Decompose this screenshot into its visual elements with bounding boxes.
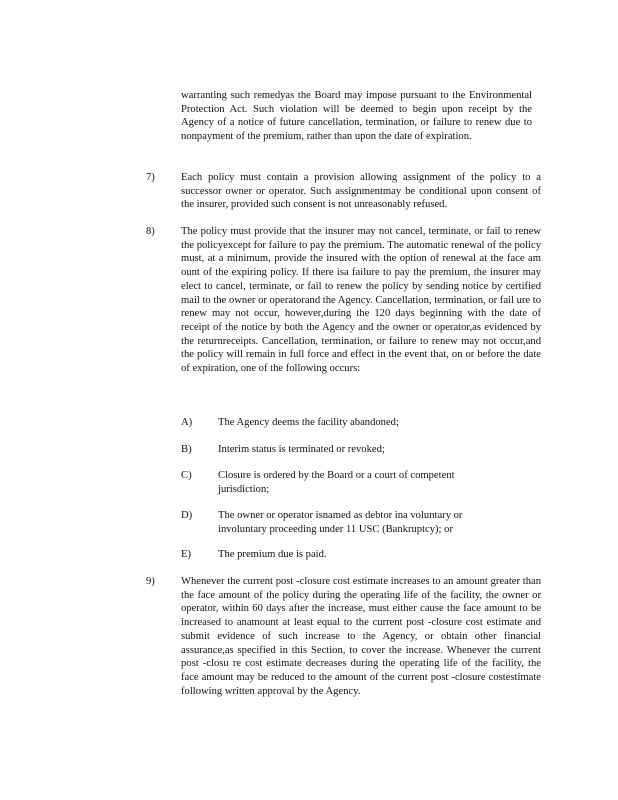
subitem-b-label: B) bbox=[181, 444, 192, 455]
subitem-b-text: Interim status is terminated or revoked; bbox=[218, 444, 385, 455]
item-7-number: 7) bbox=[146, 172, 155, 183]
subitem-d-label: D) bbox=[181, 510, 193, 521]
item-7-text: Each policy must contain a provision allowing assignment of the policy to a successor owner or operator. Such assignmentmay be conditional upon consent of the insurer, provided such consent is not unreasonably refused. bbox=[181, 172, 541, 211]
subitem-a-label: A) bbox=[181, 417, 193, 428]
subitem-c-text: Closure is ordered by the Board or a court of competent jurisdiction; bbox=[218, 470, 455, 495]
subitem-a-text: The Agency deems the facility abandoned; bbox=[218, 417, 399, 428]
subitem-e-text: The premium due is paid. bbox=[218, 549, 327, 560]
subitem-e-label: E) bbox=[181, 549, 191, 560]
item-9-number: 9) bbox=[146, 576, 155, 587]
subitem-d-text: The owner or operator isnamed as debtor ina voluntary or involuntary proceeding under 11 USC (Bankruptcy); or bbox=[218, 510, 463, 535]
item-9-text: Whenever the current post -closure cost estimate increases to an amount greater than the face amount of the policy during the operating life of the facility, the owner or operator, within 60 days after the increase, must either cause the face amount to be increased to anamount at least equal to the current post -closure cost estimate and submit evidence of such increase to the Agency, or obtain other financial assurance,as specified in this Section, to cover the increase. Whenever the current post -closu re cost estimate decreases during the operating life of the facility, the face amount may be reduced to the amount of the current post -closure costestimate following written approval by the Agency. bbox=[181, 576, 541, 697]
continuation-paragraph: warranting such remedyas the Board may impose pursuant to the Environmental Protection Act. Such violation will be deemed to begin upon receipt by the Agency of a notice of future cancellation, termination, or failure to renew due to nonpayment of the premium, rather than upon the date of expiration. bbox=[181, 90, 532, 143]
item-8-text: The policy must provide that the insurer may not cancel, terminate, or fail to renew the policyexcept for failure to pay the premium. The automatic renewal of the policy must, at a minimum, provide the insured with the option of renewal at the face am ount of the expiring policy. If there isa failure to pay the premium, the insurer may elect to cancel, terminate, or fail to renew the policy by sending notice by certified mail to the owner or operatorand the Agency. Cancellation, termination, or fail ure to renew may not occur, however,during the 120 days beginning with the date of receipt of the notice by both the Agency and the owner or operator,as evidenced by the returnreceipts. Cancellation, termination, or failure to renew may not occur,and the policy will remain in full force and effect in the event that, on or before the date of expiration, one of the following occurs: bbox=[181, 226, 541, 375]
item-8-number: 8) bbox=[146, 226, 155, 237]
subitem-c-label: C) bbox=[181, 470, 192, 481]
